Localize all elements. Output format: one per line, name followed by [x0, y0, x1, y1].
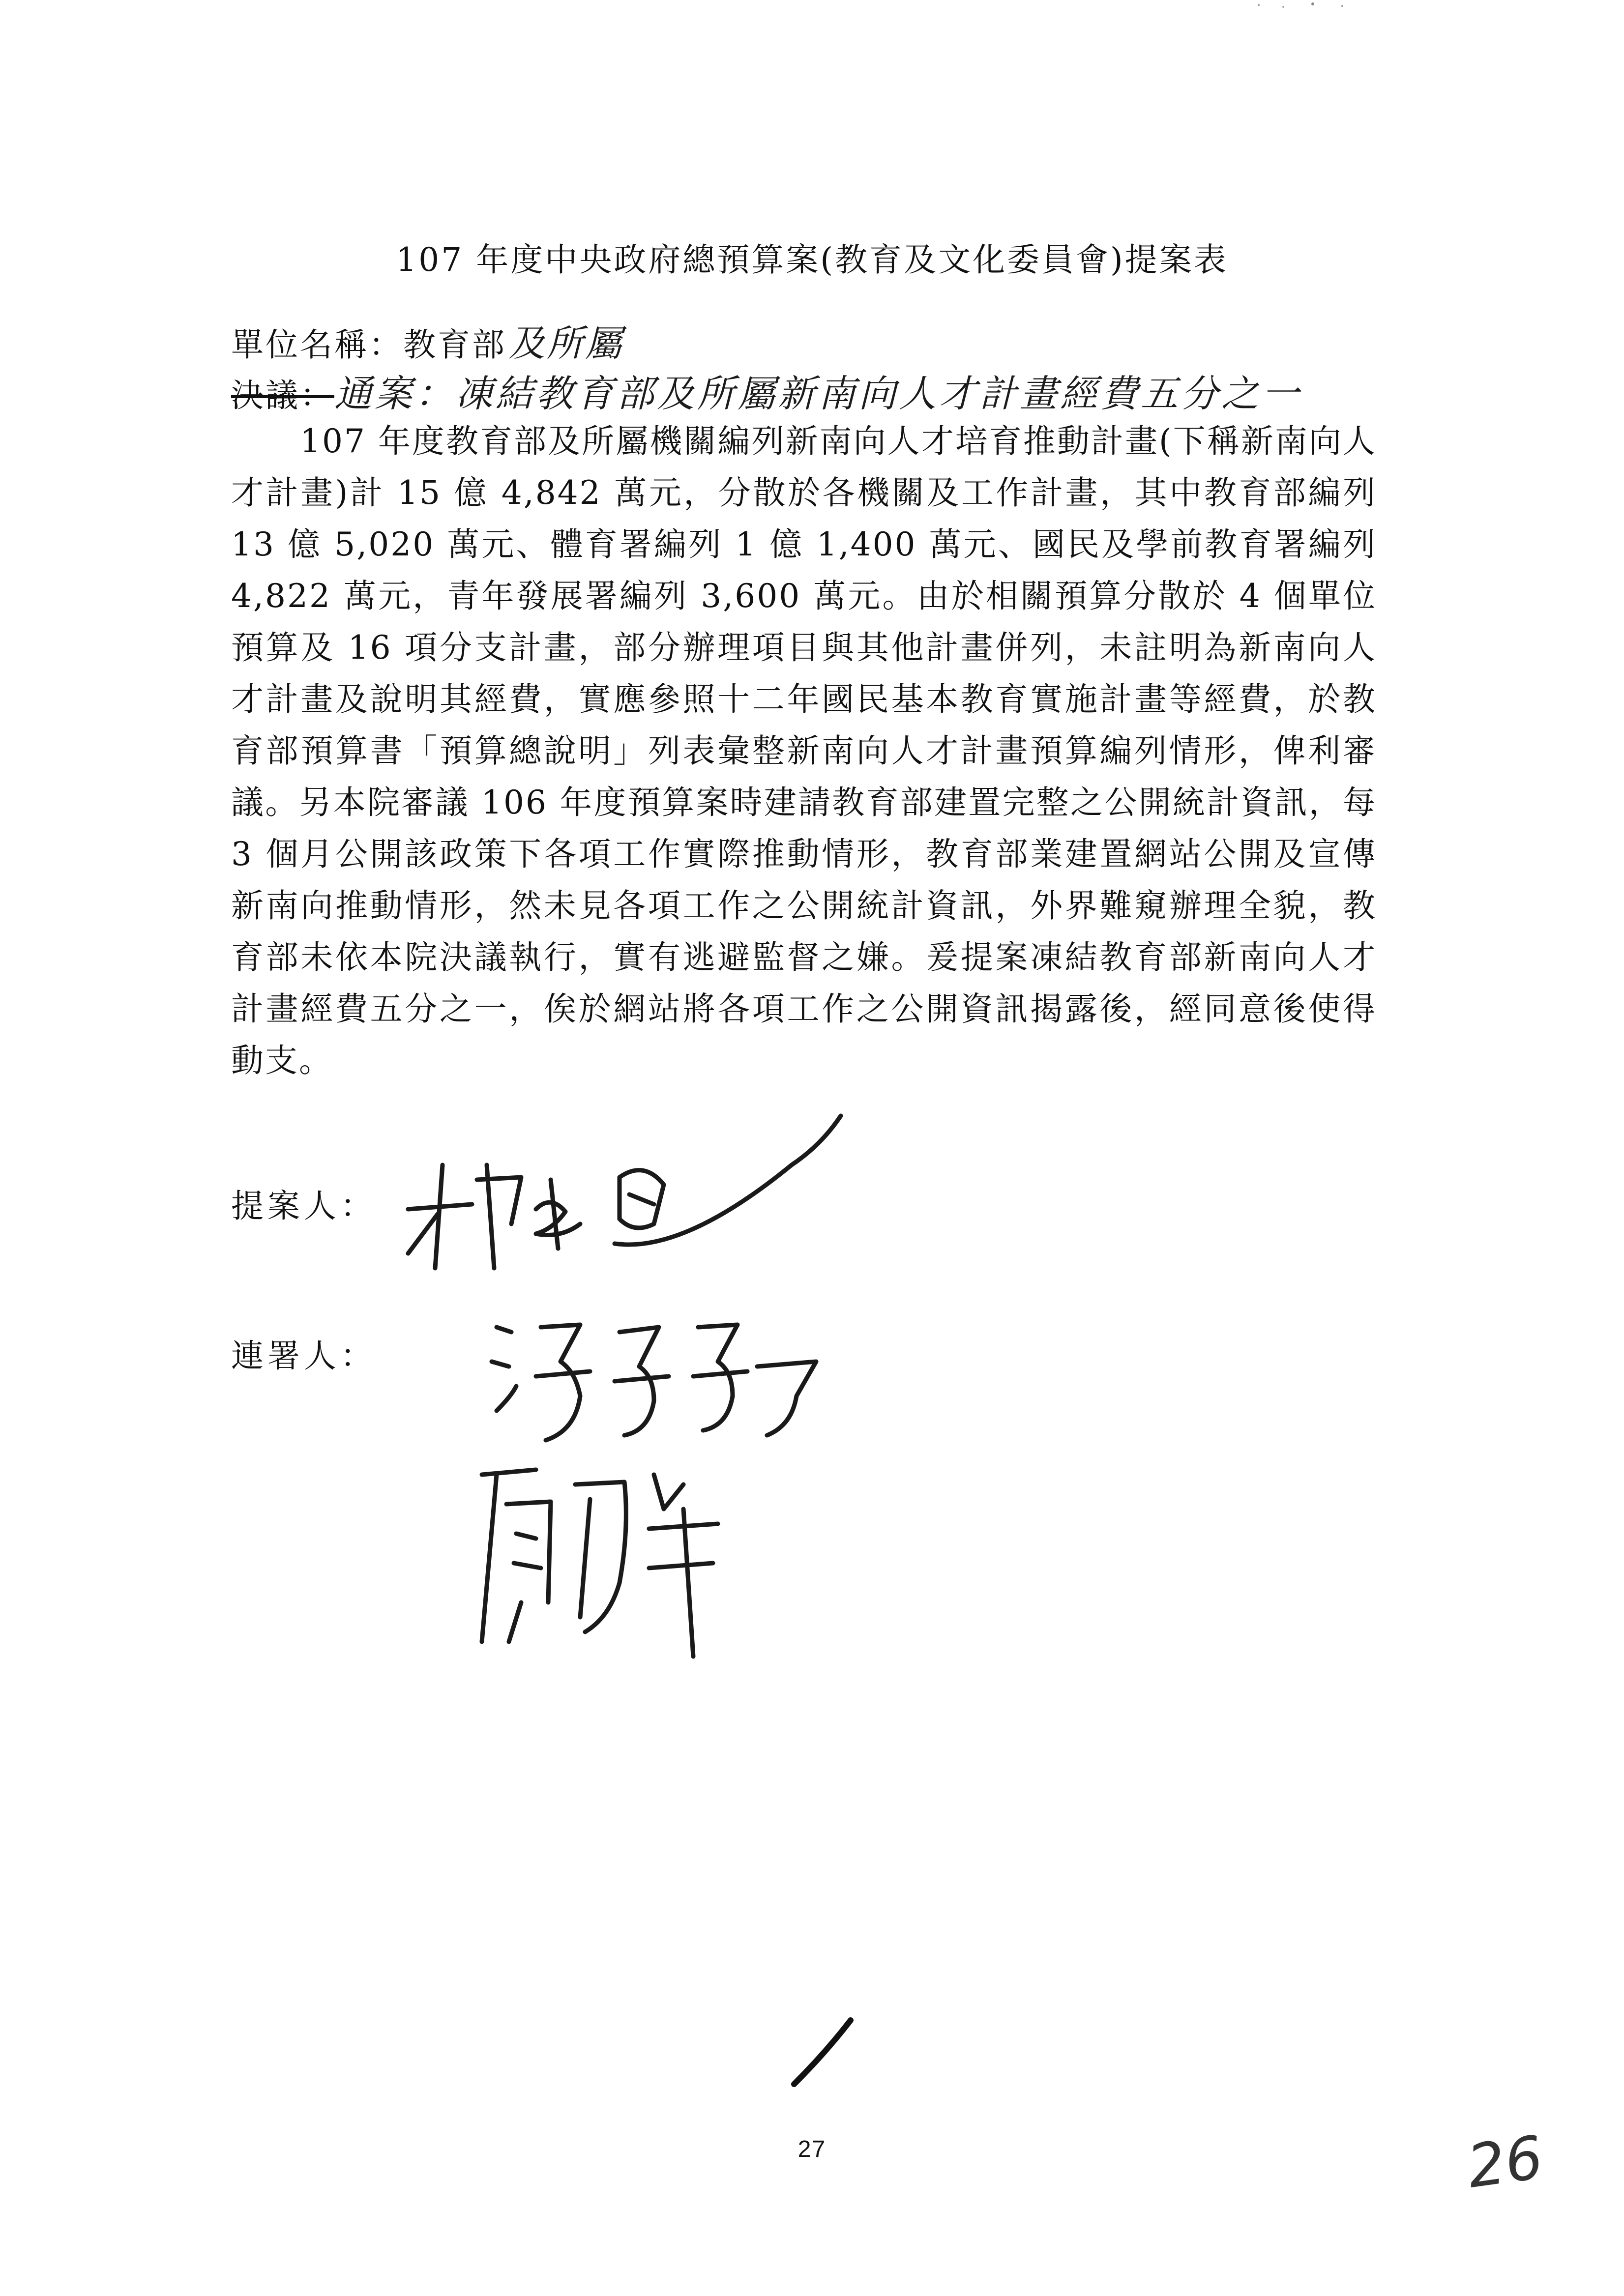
resolution-struck-label: 決議： [231, 377, 334, 414]
proposer-label: 提案人： [231, 1187, 377, 1225]
scan-specks [1249, 0, 1357, 12]
cosigner-signature-2 [462, 1455, 738, 1666]
unit-name-line [231, 315, 623, 367]
unit-name-label: 單位名稱：教育部 [231, 326, 506, 364]
resolution-handwritten: 通案：凍結教育部及所屬新南向人才計畫經費五分之一 [334, 372, 1302, 415]
cosigner-label: 連署人： [231, 1337, 377, 1375]
cosigner-signature-1 [482, 1298, 836, 1450]
margin-handwritten-number: 26 [1463, 2123, 1547, 2202]
unit-handwritten-addition: 及所屬 [508, 322, 623, 365]
proposer-signature [388, 1106, 856, 1293]
document-title: 107 年度中央政府總預算案(教育及文化委員會)提案表 [396, 241, 1228, 279]
handwritten-stroke-mark [782, 2013, 860, 2092]
resolution-line [231, 364, 1302, 417]
proposal-body: 107 年度教育部及所屬機關編列新南向人才培育推動計畫(下稱新南向人才計畫)計 15 億 4,842 萬元，分散於各機關及工作計畫，其中教育部編列 13 億 5,020 萬元、體育署編列 1 億 1,400 萬元、國民及學前教育署編列 4,822 萬元，青年發展署編列 3,600 萬元。由於相關預算分散於 4 個單位預算及 16 項分支計畫，部分辦理項目與其他計畫併列，未註明為新南向人才計畫及說明其經費，實應參照十二年國民基本教育實施計畫等經費，於教育部預算書「預算總說明」列表彙整新南向人才計畫預算編列情形，俾利審議。另本院審議 106 年度預算案時建請教育部建置完整之公開統計資訊，每 3 個月公開該政策下各項工作實際推動情形，教育部業建置網站公開及宣傳新南向推動情形，然未見各項工作之公開統計資訊，外界難窺辦理全貌，教育部未依本院決議執行，實有逃避監督之嫌。爰提案凍結教育部新南向人才計畫經費五分之一，俟於網站將各項工作之公開資訊揭露後，經同意後使得動支。 [231, 422, 1377, 1079]
page-number: 27 [797, 2136, 827, 2162]
